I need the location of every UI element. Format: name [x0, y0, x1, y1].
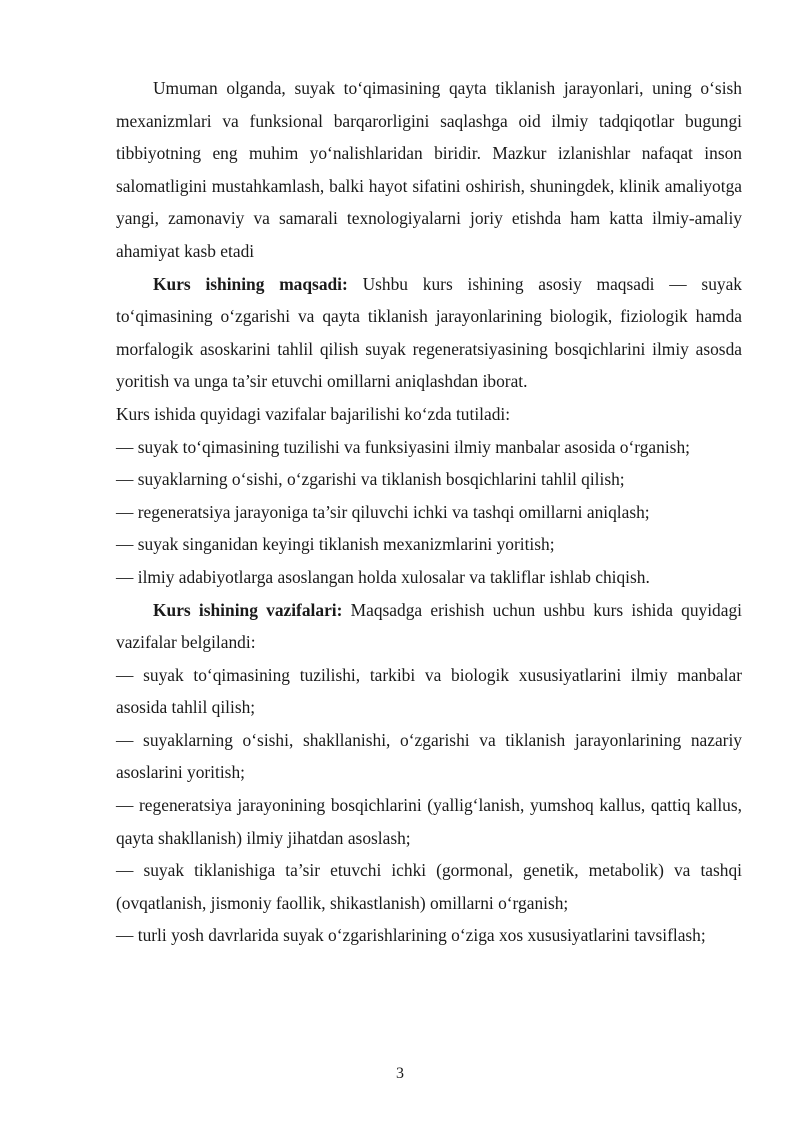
list-item: — regeneratsiya jarayoniga ta’sir qiluvchi ichki va tashqi omillarni aniqlash;	[116, 501, 650, 522]
page-number: 3	[396, 1065, 404, 1082]
document-page	[116, 72, 742, 952]
list-item: — regeneratsiya jarayonining bosqichlarini (yallig‘lanish, yumshoq kallus, qattiq kallus, qayta shakllanish) ilmiy jihatdan asoslash;	[116, 795, 742, 848]
intro-paragraph: Umuman olganda, suyak to‘qimasining qayta tiklanish jarayonlari, uning o‘sish mexanizmlari va funksional barqarorligini saqlashga oid ilmiy tadqiqotlar bugungi tibbiyotning eng muhim yo‘nalishlaridan biridir. Mazkur izlanishlar nafaqat inson salomatligini mustahkamlash, balki hayot sifatini oshirish, shuningdek, klinik amaliyotga yangi, zamonaviy va samarali texnologiyalarni joriy etishda ham katta ilmiy-amaliy ahamiyat kasb etadi	[116, 78, 742, 261]
goal-text: Ushbu kurs ishining asosiy maqsadi — suyak to‘qimasining o‘zgarishi va qayta tiklanish jarayonlarining biologik, fiziologik hamda morfalogik asoskarini tahlil qilish suyak regeneratsiyasining bosqichlarini ilmiy asosda yoritish va unga ta’sir etuvchi omillarni aniqlashdan iborat.	[116, 273, 742, 392]
goal-heading: Kurs ishining maqsadi:	[153, 273, 348, 294]
list-item: — suyaklarning o‘sishi, o‘zgarishi va tiklanish bosqichlarini tahlil qilish;	[116, 469, 625, 490]
goal-paragraph	[116, 268, 742, 398]
list-item: — suyak to‘qimasining tuzilishi, tarkibi va biologik xususiyatlarini ilmiy manbalar asosida tahlil qilish;	[116, 664, 742, 718]
list-item: — suyak tiklanishiga ta’sir etuvchi ichki (gormonal, genetik, metabolik) va tashqi (ovqatlanish, jismoniy faollik, shikastlanish) omillarni o‘rganish;	[116, 860, 742, 913]
tasks-intro: Kurs ishida quyidagi vazifalar bajarilishi ko‘zda tutiladi:	[116, 403, 511, 424]
list-item: — turli yosh davrlarida suyak o‘zgarishlarining o‘ziga xos xususiyatlarini tavsiflash;	[116, 925, 706, 946]
objectives-text: Maqsadga erishish uchun ushbu kurs ishida quyidagi vazifalar belgilandi:	[116, 599, 742, 653]
list-item: — suyak to‘qimasining tuzilishi va funksiyasini ilmiy manbalar asosida o‘rganish;	[116, 436, 690, 457]
list-item: — ilmiy adabiyotlarga asoslangan holda xulosalar va takliflar ishlab chiqish.	[116, 566, 650, 587]
objectives-paragraph	[116, 594, 742, 659]
list-item: — suyak singanidan keyingi tiklanish mexanizmlarini yoritish;	[116, 534, 555, 555]
list-item: — suyaklarning o‘sishi, shakllanishi, o‘zgarishi va tiklanish jarayonlarining nazariy asoslarini yoritish;	[116, 729, 742, 783]
objectives-heading: Kurs ishining vazifalari:	[153, 599, 343, 620]
